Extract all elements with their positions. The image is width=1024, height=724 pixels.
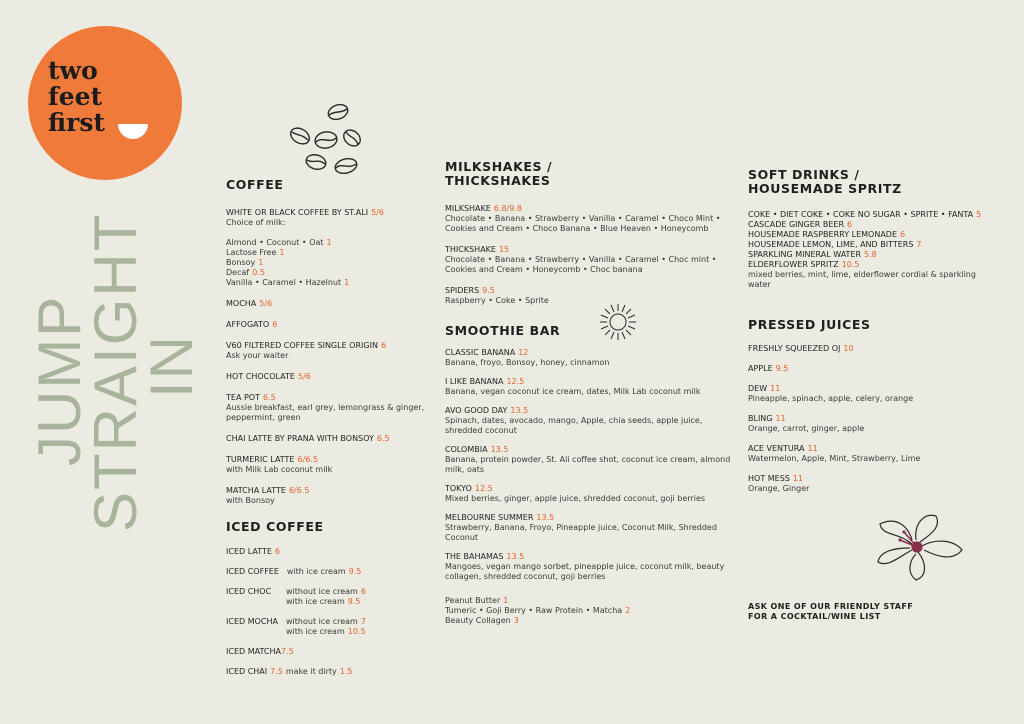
soft-drinks-list <box>748 210 988 290</box>
item-name: WHITE OR BLACK COFFEE BY ST.ALI <box>226 208 369 217</box>
menu-item <box>445 245 735 275</box>
slogan-line-2: STRAIGHT <box>82 212 149 532</box>
smoothie-addons <box>445 596 735 626</box>
item-desc: Strawberry, Banana, Froyo, Pineapple juice, Coconut Milk, Shredded Coconut <box>445 523 717 542</box>
item-price: 7 <box>360 617 366 626</box>
item-desc: with ice cream <box>286 567 346 576</box>
milk-options <box>226 238 426 288</box>
item-desc: with Milk Lab coconut milk <box>226 465 333 474</box>
menu-item <box>445 552 735 582</box>
item-name: Vanilla • Caramel • Hazelnut <box>226 278 342 287</box>
coffee-beans-icon <box>286 98 372 184</box>
item-price: 10 <box>843 344 854 353</box>
item-price: 6 <box>900 230 906 239</box>
milkshakes-heading <box>445 160 735 188</box>
logo-text <box>48 58 105 136</box>
item-name: CASCADE GINGER BEER <box>748 220 845 229</box>
item-desc: without ice cream <box>286 587 358 596</box>
item-price: 9.5 <box>348 567 362 576</box>
item-price: 1 <box>258 258 264 267</box>
item-desc: Pineapple, spinach, apple, celery, orange <box>748 394 914 403</box>
menu-item <box>445 513 735 543</box>
item-name: TOKYO <box>445 484 472 493</box>
item-price: 6 <box>847 220 853 229</box>
menu-item <box>748 344 988 354</box>
item-price: 1 <box>344 278 350 287</box>
menu-item <box>445 286 735 306</box>
item-name: SPIDERS <box>445 286 480 295</box>
item-name: SPARKLING MINERAL WATER <box>748 250 862 259</box>
item-price: 5/6 <box>259 299 273 308</box>
menu-item <box>748 444 988 464</box>
item-price: 7 <box>916 240 922 249</box>
item-desc: without ice cream <box>286 617 358 626</box>
item-desc: Orange, carrot, ginger, apple <box>748 424 865 433</box>
item-price: 3 <box>513 616 519 625</box>
item-name: ICED MOCHA <box>226 617 278 626</box>
item-name: Bonsoy <box>226 258 256 267</box>
menu-item <box>445 596 735 606</box>
logo-line: two <box>48 56 98 85</box>
item-name: Almond • Coconut • Oat <box>226 238 324 247</box>
item-name: Peanut Butter <box>445 596 501 605</box>
item-price: 6/6.5 <box>297 455 318 464</box>
item-price: 15 <box>498 245 510 254</box>
item-name: Lactose Free <box>226 248 277 257</box>
item-desc: Chocolate • Banana • Strawberry • Vanilla • Caramel • Choco Mint • Cookies and Cream • Choco Banana • Blue Heaven • Honeycomb <box>445 214 721 233</box>
item-name: FRESHLY SQUEEZED OJ <box>748 344 841 353</box>
item-name: V60 FILTERED COFFEE SINGLE ORIGIN <box>226 341 378 350</box>
smoothie-heading: SMOOTHIE BAR <box>445 323 561 338</box>
menu-item <box>226 486 426 506</box>
pressed-juices-heading: PRESSED JUICES <box>748 317 871 332</box>
item-name: ACE VENTURA <box>748 444 805 453</box>
item-desc: with ice cream <box>286 627 345 636</box>
item-price: 5/6 <box>297 372 311 381</box>
item-price: 5.8 <box>864 250 877 259</box>
item-name: CLASSIC BANANA <box>445 348 516 357</box>
item-price: 9.5 <box>347 597 361 606</box>
item-desc: Chocolate • Banana • Strawberry • Vanilla • Caramel • Choc mint • Cookies and Cream • Honeycomb • Choc banana <box>445 255 717 274</box>
item-price: 9.5 <box>775 364 789 373</box>
menu-item <box>748 250 988 260</box>
item-name: Tumeric • Goji Berry • Raw Protein • Matcha <box>445 606 623 615</box>
menu-item <box>226 278 426 288</box>
item-name: COLOMBIA <box>445 445 488 454</box>
menu-item <box>226 547 426 557</box>
menu-item <box>445 606 735 616</box>
item-desc: Aussie breakfast, earl grey, lemongrass & ginger, peppermint, green <box>226 403 425 422</box>
item-price: 12.5 <box>506 377 525 386</box>
item-price: 9.5 <box>482 286 495 295</box>
item-name: AVO GOOD DAY <box>445 406 508 415</box>
item-price: 1.5 <box>339 667 353 676</box>
item-name: DEW <box>748 384 768 393</box>
logo-line: feet <box>48 82 103 111</box>
menu-item <box>226 434 426 444</box>
item-name: AFFOGATO <box>226 320 270 329</box>
drinks-column <box>748 168 988 622</box>
item-desc: Spinach, dates, avocado, mango, Apple, chia seeds, apple juice, shredded coconut <box>445 416 703 435</box>
item-name: HOUSEMADE RASPBERRY LEMONADE <box>748 230 898 239</box>
item-desc: Mixed berries, ginger, apple juice, shredded coconut, goji berries <box>445 494 706 503</box>
item-name: TEA POT <box>226 393 260 402</box>
item-price: 7.5 <box>280 647 294 656</box>
menu-item <box>226 248 426 258</box>
item-price: 10.5 <box>841 260 860 269</box>
menu-item <box>226 268 426 278</box>
item-desc: make it dirty <box>285 667 337 676</box>
menu-item <box>748 210 988 220</box>
heading-line: SOFT DRINKS / <box>748 167 860 182</box>
item-price: 6 <box>380 341 387 350</box>
item-name: BLING <box>748 414 773 423</box>
item-desc: Orange, Ginger <box>748 484 810 493</box>
item-price: 2 <box>625 606 631 615</box>
menu-item <box>445 445 735 475</box>
item-price: 6.5 <box>262 393 276 402</box>
heading-line: THICKSHAKES <box>445 173 551 188</box>
item-price: 11 <box>770 384 781 393</box>
item-price: 13.5 <box>536 513 555 522</box>
logo <box>28 26 182 180</box>
item-name: HOUSEMADE LEMON, LIME, AND BITTERS <box>748 240 914 249</box>
menu-item <box>748 230 988 240</box>
item-price: 5/6 <box>371 208 384 217</box>
item-price: 13.5 <box>510 406 529 415</box>
item-price: 0.5 <box>252 268 265 277</box>
menu-item <box>226 320 426 330</box>
item-name: COKE • DIET COKE • COKE NO SUGAR • SPRITE • FANTA <box>748 210 974 219</box>
menu-item <box>226 647 426 657</box>
item-name: ICED COFFEE <box>226 567 279 576</box>
item-price: 6 <box>274 547 280 556</box>
menu-item <box>226 258 426 268</box>
item-name: MELBOURNE SUMMER <box>445 513 534 522</box>
heading-line: MILKSHAKES / <box>445 159 553 174</box>
item-desc: Mangoes, vegan mango sorbet, pineapple juice, coconut milk, beauty collagen, shredded coconut, goji berries <box>445 562 725 581</box>
menu-item <box>445 204 735 234</box>
item-name: Decaf <box>226 268 250 277</box>
heading-line: HOUSEMADE SPRITZ <box>748 181 902 196</box>
menu-item <box>226 372 426 382</box>
item-name: ELDERFLOWER SPRITZ <box>748 260 839 269</box>
item-price: 6.8/9.8 <box>493 204 522 213</box>
item-name: Beauty Collagen <box>445 616 511 625</box>
menu-item <box>445 406 735 436</box>
menu-item <box>445 377 735 397</box>
item-desc: Raspberry • Coke • Sprite <box>445 296 549 305</box>
item-desc: Banana, protein powder, St. Ali coffee shot, coconut ice cream, almond milk, oats <box>445 455 731 474</box>
menu-item <box>226 341 426 361</box>
item-desc: mixed berries, mint, lime, elderflower cordial & sparkling water <box>748 270 976 289</box>
item-price: 13.5 <box>490 445 509 454</box>
menu-item <box>748 474 988 494</box>
menu-item <box>226 455 426 475</box>
item-price: 7.5 <box>270 667 283 676</box>
item-name: MILKSHAKE <box>445 204 491 213</box>
menu-item <box>226 667 426 677</box>
item-name: ICED MATCHA <box>226 647 281 656</box>
item-price: 6 <box>272 320 278 329</box>
item-price: 12.5 <box>474 484 493 493</box>
logo-half-circle <box>118 124 148 139</box>
item-name: HOT MESS <box>748 474 790 483</box>
item-price: 1 <box>326 238 332 247</box>
menu-item <box>748 384 988 404</box>
item-price: 6/6.5 <box>288 486 310 495</box>
soft-drinks-heading <box>748 168 988 196</box>
vertical-slogan <box>22 212 205 534</box>
item-name: ICED LATTE <box>226 547 272 556</box>
item-price: 10.5 <box>347 627 366 636</box>
item-name: I LIKE BANANA <box>445 377 504 386</box>
item-name: ICED CHAI <box>226 667 268 676</box>
menu-item <box>226 299 426 309</box>
menu-item <box>226 393 426 423</box>
coffee-heading: COFFEE <box>226 177 284 192</box>
menu-item <box>226 208 426 228</box>
menu-item <box>226 587 426 607</box>
item-desc: Ask your waiter <box>226 351 289 360</box>
note-line: ASK ONE OF OUR FRIENDLY STAFF <box>748 602 914 611</box>
item-name: CHAI LATTE BY PRANA WITH BONSOY <box>226 434 374 443</box>
item-desc: Banana, froyo, Bonsoy, honey, cinnamon <box>445 358 610 367</box>
item-desc: with Bonsoy <box>226 496 275 505</box>
shakes-column <box>445 160 735 626</box>
item-price: 13.5 <box>506 552 525 561</box>
item-price: 11 <box>792 474 804 483</box>
item-desc: with ice cream <box>286 597 345 606</box>
item-desc: Choice of milk: <box>226 218 286 227</box>
menu-item <box>748 220 988 230</box>
menu-item <box>445 616 735 626</box>
menu-item <box>226 238 426 248</box>
item-price: 11 <box>775 414 786 423</box>
menu-item <box>748 260 988 270</box>
logo-line: first <box>48 108 105 137</box>
item-name: THICKSHAKE <box>445 245 496 254</box>
menu-item <box>445 484 735 504</box>
slogan-line-3: IN <box>138 334 205 398</box>
item-price: 1 <box>503 596 509 605</box>
coffee-column <box>226 178 426 677</box>
item-price: 11 <box>807 444 818 453</box>
item-name: MOCHA <box>226 299 257 308</box>
item-price: 1 <box>279 248 285 257</box>
menu-item <box>748 240 988 250</box>
item-name: TURMERIC LATTE <box>226 455 295 464</box>
iced-coffee-heading: ICED COFFEE <box>226 519 324 534</box>
item-price: 6.5 <box>376 434 390 443</box>
item-name: APPLE <box>748 364 773 373</box>
note-line: FOR A COCKTAIL/WINE LIST <box>748 612 881 621</box>
item-price: 12 <box>518 348 529 357</box>
item-name: THE BAHAMAS <box>445 552 504 561</box>
menu-item <box>748 364 988 374</box>
item-name: MATCHA LATTE <box>226 486 286 495</box>
menu-item <box>445 348 735 368</box>
item-desc: Banana, vegan coconut ice cream, dates, Milk Lab coconut milk <box>445 387 701 396</box>
cocktail-note <box>748 602 988 622</box>
item-name: HOT CHOCOLATE <box>226 372 295 381</box>
item-price: 5 <box>976 210 982 219</box>
item-name: ICED CHOC <box>226 587 272 596</box>
item-desc: Watermelon, Apple, Mint, Strawberry, Lime <box>748 454 921 463</box>
menu-item <box>748 414 988 434</box>
item-price: 6 <box>360 587 366 596</box>
menu-item <box>226 567 426 577</box>
menu-item <box>226 617 426 637</box>
slogan-line-1: JUMP <box>26 294 93 466</box>
